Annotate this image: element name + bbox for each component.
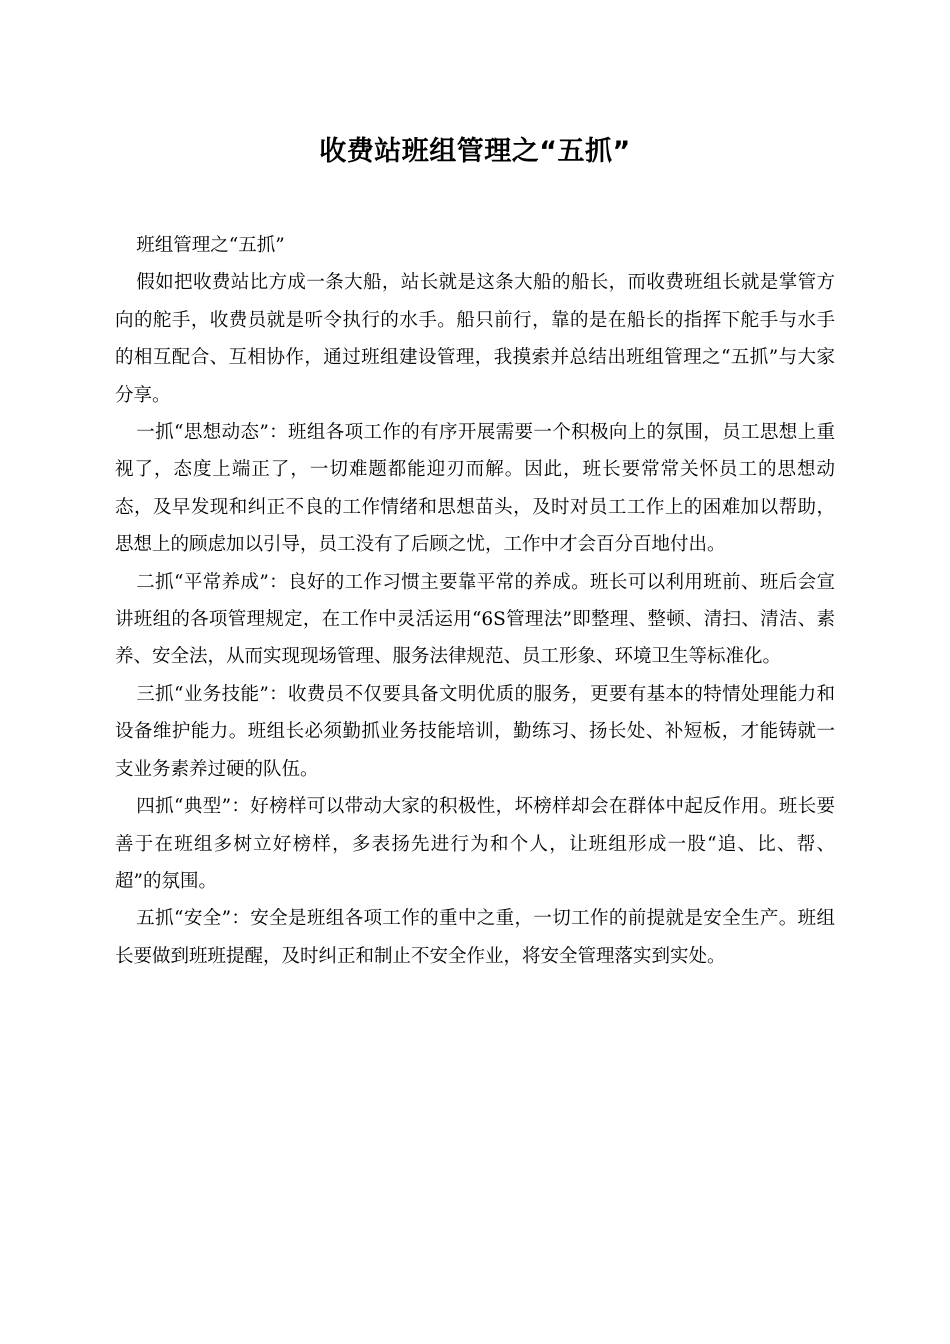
- paragraph-third-grasp: 三抓“业务技能”：收费员不仅要具备文明优质的服务，更要有基本的特情处理能力和设备维护能力。班组长必须勤抓业务技能培训，勤练习、扬长处、补短板，才能铸就一支业务素养过硬的队伍。: [115, 683, 835, 780]
- paragraph-first-grasp: 一抓“思想动态”：班组各项工作的有序开展需要一个积极向上的氛围，员工思想上重视了，态度上端正了，一切难题都能迎刃而解。因此，班长要常常关怀员工的思想动态，及早发现和纠正不良的工作情绪和思想苗头，及时对员工工作上的困难加以帮助，思想上的顾虑加以引导，员工没有了后顾之忧，工作中才会百分百地付出。: [115, 422, 835, 556]
- paragraph-heading: 班组管理之“五抓”: [136, 235, 285, 256]
- paragraph-fifth-grasp: 五抓“安全”：安全是班组各项工作的重中之重，一切工作的前提就是安全生产。班组长要做到班班提醒，及时纠正和制止不安全作业，将安全管理落实到实处。: [115, 908, 835, 967]
- paragraph-second-grasp: 二抓“平常养成”：良好的工作习惯主要靠平常的养成。班长可以利用班前、班后会宣讲班组的各项管理规定，在工作中灵活运用“6S管理法”即整理、整顿、清扫、清洁、素养、安全法，从而实现现场管理、服务法律规范、员工形象、环境卫生等标准化。: [115, 571, 835, 668]
- document-body: [115, 227, 835, 975]
- document-title: 收费站班组管理之“五抓”: [319, 136, 631, 167]
- paragraph-intro: 假如把收费站比方成一条大船，站长就是这条大船的船长，而收费班组长就是掌管方向的舵手，收费员就是听令执行的水手。船只前行，靠的是在船长的指挥下舵手与水手的相互配合、互相协作，通过班组建设管理，我摸索并总结出班组管理之“五抓”与大家分享。: [115, 272, 835, 406]
- paragraph-fourth-grasp: 四抓“典型”：好榜样可以带动大家的积极性，坏榜样却会在群体中起反作用。班长要善于在班组多树立好榜样，多表扬先进行为和个人，让班组形成一股“追、比、帮、超”的氛围。: [115, 796, 835, 892]
